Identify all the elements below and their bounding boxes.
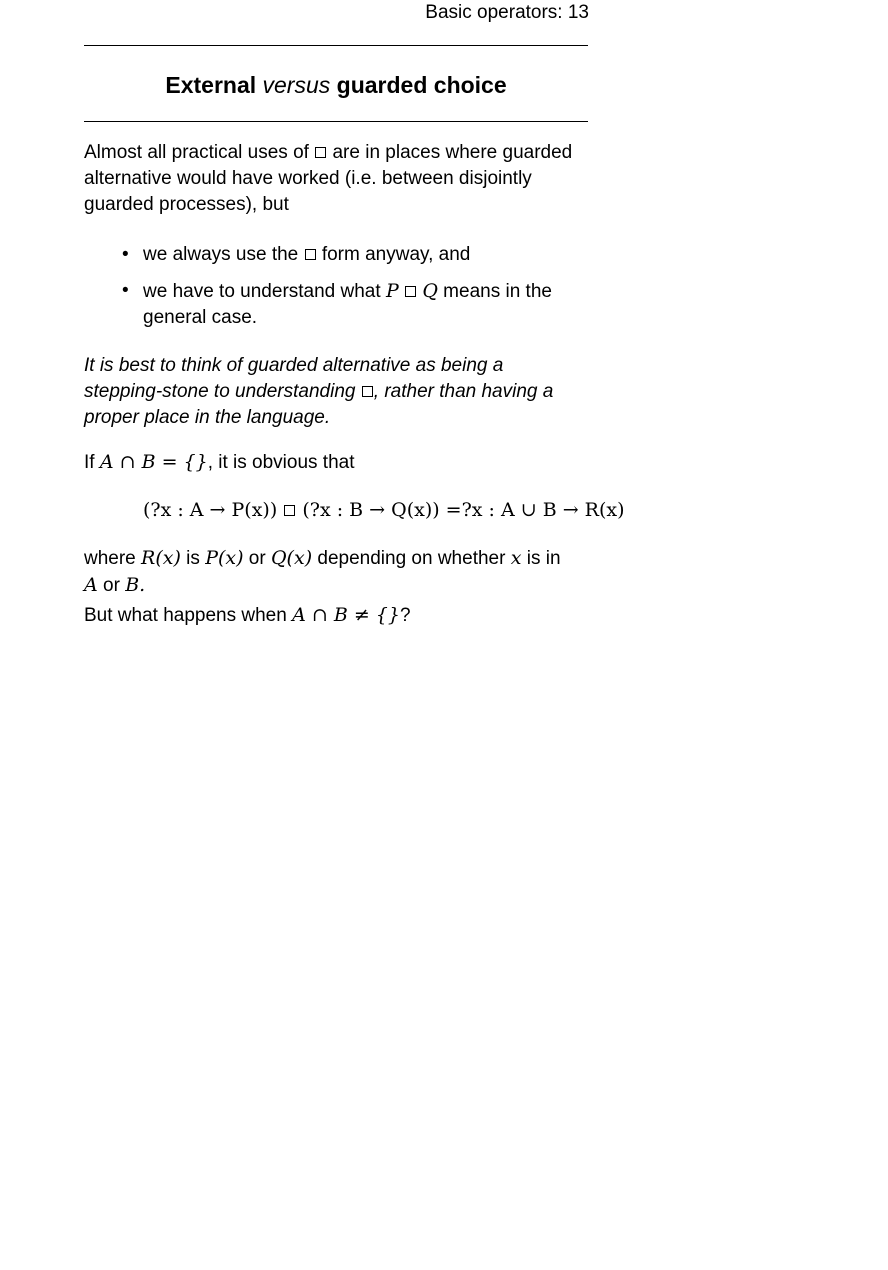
question-math: A ∩ B ≠ {} (292, 604, 400, 626)
bullet-list (122, 242, 592, 341)
box-operator-icon (315, 147, 326, 158)
bottom-rule (84, 121, 588, 122)
where-word-5: is in (526, 548, 561, 569)
bullet-icon: • (122, 280, 129, 301)
where-word-1: where (84, 548, 136, 569)
math-Px: P(x) (205, 547, 244, 569)
math-Rx: R(x) (141, 547, 181, 569)
math-A: A (84, 574, 98, 596)
where-word-3: or (248, 548, 266, 569)
math-B: B. (125, 574, 146, 596)
display-equation (143, 497, 625, 523)
condition-rest: , it is obvious that (207, 452, 355, 473)
list-item (122, 242, 592, 268)
where-line-2 (84, 572, 588, 599)
math-Qx: Q(x) (270, 547, 313, 569)
intro-line-2: alternative would have worked (i.e. between disjointly (84, 168, 532, 189)
box-operator-icon (362, 386, 373, 397)
equation-right: (?x : B → Q(x)) =?x : A ∪ B → R(x) (302, 499, 625, 521)
top-rule (84, 45, 588, 46)
intro-line-1b: are in places where guarded (332, 142, 573, 163)
bullet-1-text-a: we always use the (143, 244, 299, 265)
math-Q: Q (422, 280, 438, 302)
bullet-icon: • (122, 244, 129, 265)
intro-line-1 (84, 140, 588, 166)
where-word-2: is (186, 548, 200, 569)
bullet-1-text-b: form anyway, and (321, 244, 471, 265)
where-paragraph (84, 545, 588, 599)
question-text: But what happens when (84, 605, 287, 626)
title-part-1: External (165, 72, 257, 98)
where-word-6: or (103, 575, 120, 596)
question-end: ? (399, 605, 411, 626)
intro-line-1a: Almost all practical uses of (84, 142, 309, 163)
condition-if: If (84, 452, 95, 473)
math-x: x (510, 547, 522, 569)
remark-line-2b: , rather than having a (373, 381, 554, 402)
bullet-2-text-b: means in the (443, 281, 552, 302)
remark-line-2 (84, 379, 588, 405)
remark-line-1: It is best to think of guarded alternative as being a (84, 355, 504, 376)
bullet-2-text-a: we have to understand what (143, 281, 381, 302)
running-head: Basic operators: 13 (425, 2, 589, 23)
box-operator-icon (284, 505, 295, 516)
remark-line-3: proper place in the language. (84, 407, 331, 428)
remark-line-2a: stepping-stone to understanding (84, 381, 356, 402)
remark-paragraph (84, 353, 588, 431)
equation-left: (?x : A → P(x)) (143, 499, 278, 521)
where-line-1 (84, 545, 588, 572)
intro-line-3: guarded processes), but (84, 194, 289, 215)
box-operator-icon (305, 249, 316, 260)
condition-line (84, 449, 588, 476)
bullet-2-text-c: general case. (143, 307, 258, 328)
math-P: P (385, 280, 399, 302)
condition-math: A ∩ B = {} (99, 451, 208, 473)
box-operator-icon (405, 286, 416, 297)
list-item (122, 278, 592, 331)
title-part-3: guarded choice (336, 72, 507, 98)
where-word-4: depending on whether (317, 548, 506, 569)
question-line (84, 602, 588, 629)
intro-paragraph (84, 140, 588, 218)
title-part-2: versus (262, 72, 331, 98)
page-title (84, 71, 588, 99)
